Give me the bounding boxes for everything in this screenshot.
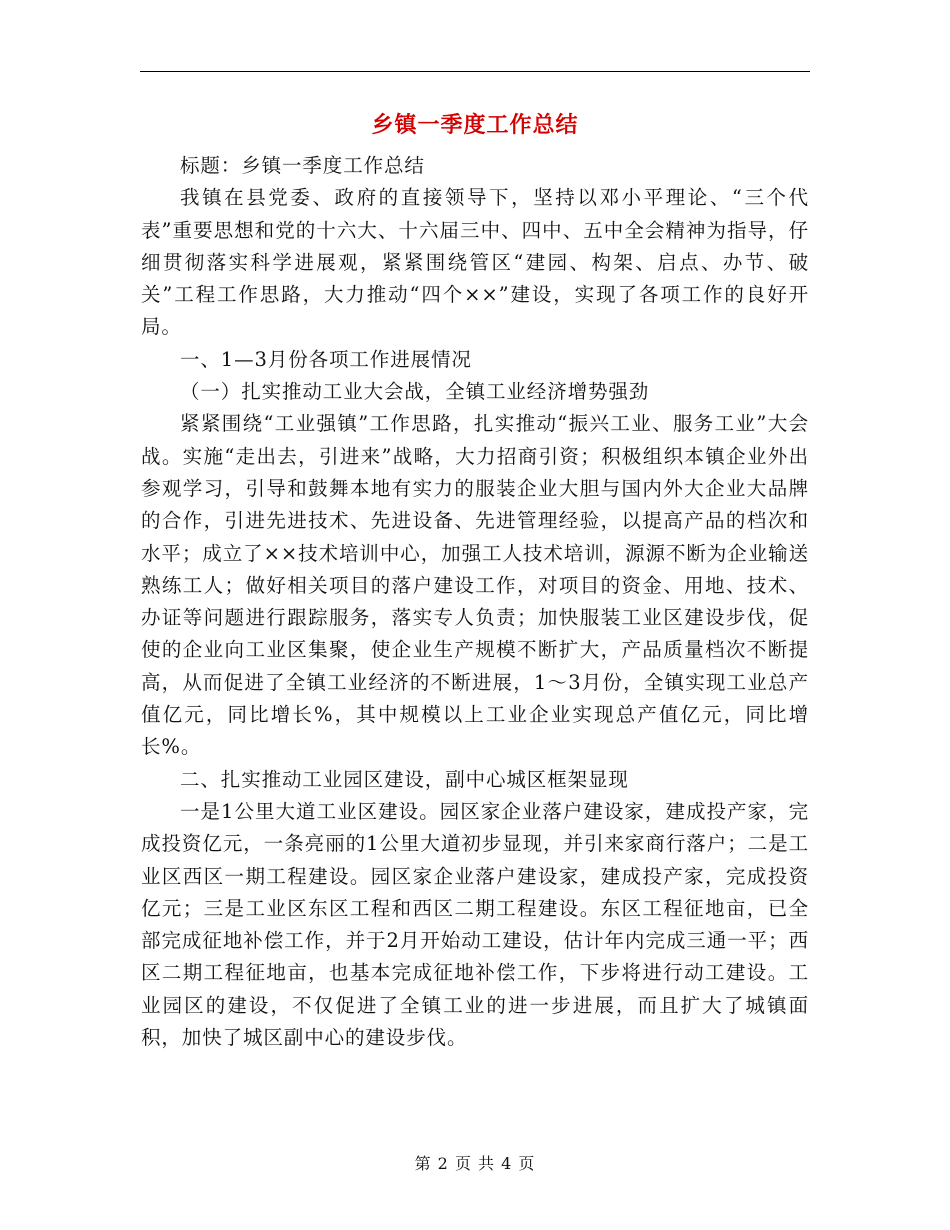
paragraph-industry: 紧紧围绕“工业强镇”工作思路，扎实推动“振兴工业、服务工业”大会战。实施“走出去，引进来”战略，大力招商引资；积极组织本镇企业外出参观学习，引导和鼓舞本地有实力的服装企业大胆与国内外大企业大品牌的合作，引进先进技术、先进设备、先进管理经验，以提高产品的档次和水平；成立了××技术培训中心，加强工人技术培训，源源不断为企业输送熟练工人；做好相关项目的落户建设工作，对项目的资金、用地、技术、办证等问题进行跟踪服务，落实专人负责；加快服装工业区建设步伐，促使的企业向工业区集聚，使企业生产规模不断扩大，产品质量档次不断提高，从而促进了全镇工业经济的不断进展，1～3月份，全镇实现工业总产值亿元，同比增长%，其中规模以上工业企业实现总产值亿元，同比增长%。: [141, 412, 809, 759]
header-rule: [140, 71, 810, 72]
subsection-heading-1: （一）扎实推动工业大会战，全镇工业经济增势强劲: [180, 380, 650, 404]
section-heading-2: 二、扎实推动工业园区建设，副中心城区框架显现: [180, 767, 629, 791]
paragraph-intro: 我镇在县党委、政府的直接领导下，坚持以邓小平理论、“三个代表”重要思想和党的十六大、十六届三中、四中、五中全会精神为指导，仔细贯彻落实科学进展观，紧紧围绕管区“建园、构架、启点、办节、破关”工程工作思路，大力推动“四个××”建设，实现了各项工作的良好开局。: [141, 186, 809, 339]
paragraph-industrial-park: 一是1公里大道工业区建设。园区家企业落户建设家，建成投产家，完成投资亿元，一条亮丽的1公里大道初步显现，并引来家商行落户；二是工业区西区一期工程建设。园区家企业落户建设家，建成投产家，完成投资亿元；三是工业区东区工程和西区二期工程建设。东区工程征地亩，已全部完成征地补偿工作，并于2月开始动工建设，估计年内完成三通一平；西区二期工程征地亩，也基本完成征地补偿工作，下步将进行动工建设。工业园区的建设，不仅促进了全镇工业的进一步进展，而且扩大了城镇面积，加快了城区副中心的建设步伐。: [141, 799, 809, 1050]
document-title: 乡镇一季度工作总结: [371, 113, 579, 138]
section-heading-1: 一、1—3月份各项工作进展情况: [180, 347, 472, 371]
document-body: [141, 150, 809, 1054]
paragraph-heading-label: 标题：乡镇一季度工作总结: [180, 154, 425, 177]
page-number-footer: 第 2 页 共 4 页: [414, 1154, 536, 1173]
